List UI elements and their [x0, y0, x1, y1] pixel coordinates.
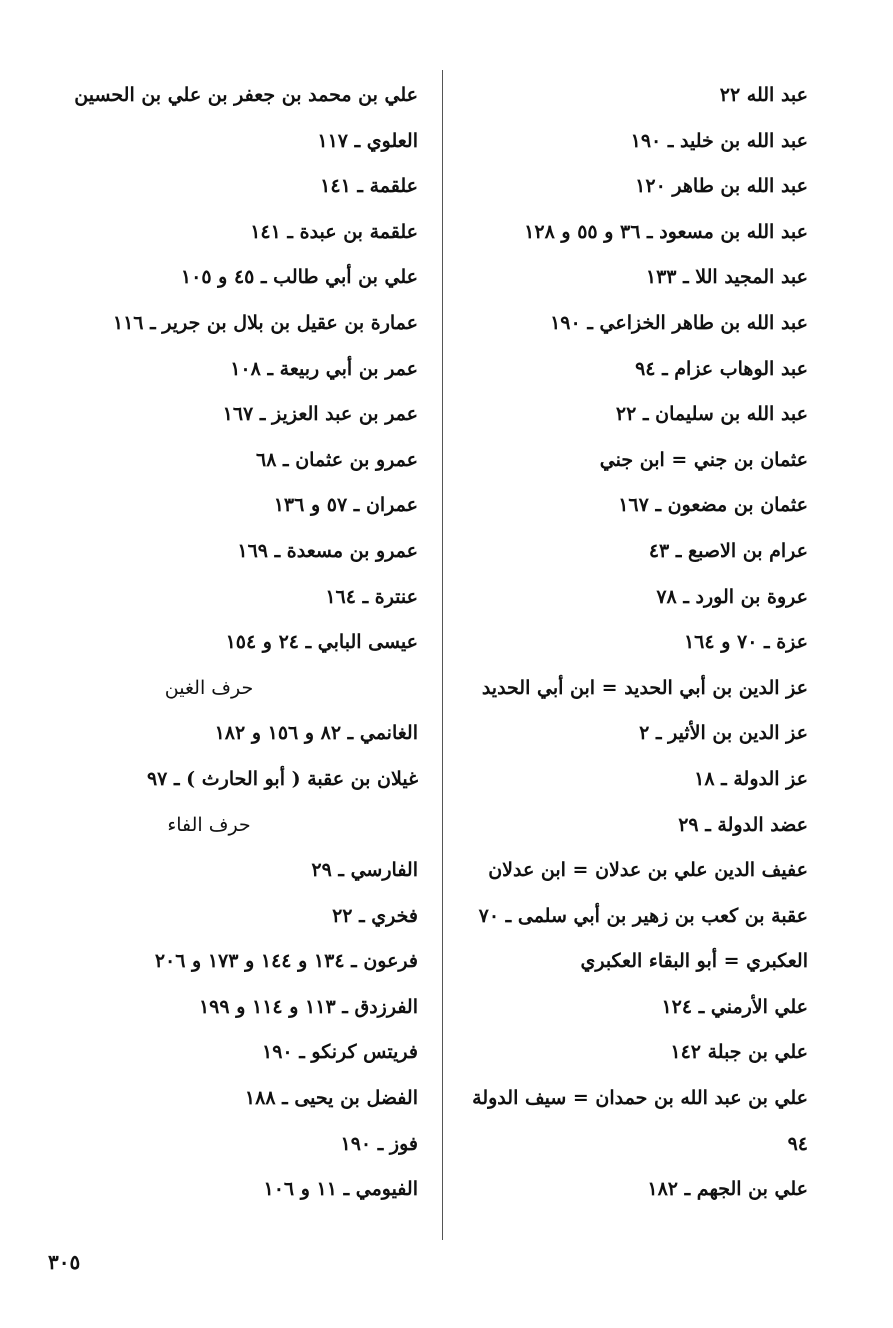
index-entry: عمران ـ ٥٧ و ١٣٦: [273, 494, 418, 517]
index-entry: علي بن أبي طالب ـ ٤٥ و ١٠٥: [180, 266, 418, 289]
section-heading-fa: حرف الفاء: [167, 813, 251, 836]
index-entry: عثمان بن جني = ابن جني: [599, 448, 808, 471]
index-entry: عثمان بن مضعون ـ ١٦٧: [618, 494, 808, 517]
index-entry: عروة بن الورد ـ ٧٨: [656, 585, 808, 608]
index-entry: عيسى البابي ـ ٢٤ و ١٥٤: [225, 631, 418, 654]
index-entry: عنترة ـ ١٦٤: [325, 585, 418, 608]
index-entry: فوز ـ ١٩٠: [340, 1132, 418, 1155]
index-entry: عمرو بن مسعدة ـ ١٦٩: [237, 539, 418, 562]
index-entry: عمر بن أبي ربيعة ـ ١٠٨: [230, 357, 418, 380]
index-entry: العكبري = أبو البقاء العكبري: [580, 950, 808, 973]
index-entry: عبد الله ٢٢: [719, 84, 808, 106]
index-entry: عبد الله بن خليد ـ ١٩٠: [630, 129, 808, 152]
index-entry: الفيومي ـ ١١ و ١٠٦: [263, 1178, 418, 1201]
index-entry: العلوي ـ ١١٧: [317, 129, 418, 152]
index-entry: غيلان بن عقبة ( أبو الحارث ) ـ ٩٧: [146, 767, 418, 790]
index-entry: عفيف الدين علي بن عدلان = ابن عدلان: [488, 859, 808, 882]
index-entry: عزة ـ ٧٠ و ١٦٤: [683, 631, 808, 654]
index-entry: علي بن عبد الله بن حمدان = سيف الدولة: [472, 1087, 808, 1110]
index-entry: عز الدين بن الأثير ـ ٢: [639, 722, 808, 745]
index-entry: علي بن جبلة ١٤٢: [670, 1041, 808, 1064]
column-divider: [442, 70, 443, 1240]
index-entry-continuation: ٩٤: [787, 1132, 808, 1155]
index-entry: عبد الله بن طاهر ١٢٠: [635, 175, 808, 198]
index-entry: علي بن محمد بن جعفر بن علي بن الحسين: [74, 84, 418, 106]
index-entry: الغانمي ـ ٨٢ و ١٥٦ و ١٨٢: [214, 722, 418, 745]
index-entry: الفرزدق ـ ١١٣ و ١١٤ و ١٩٩: [198, 995, 418, 1018]
index-entry: عقبة بن كعب بن زهير بن أبي سلمى ـ ٧٠: [478, 904, 808, 927]
index-entry: فرعون ـ ١٣٤ و ١٤٤ و ١٧٣ و ٢٠٦: [154, 950, 418, 973]
index-entry: عز الدين بن أبي الحديد = ابن أبي الحديد: [481, 676, 808, 699]
index-entry: الفارسي ـ ٢٩: [311, 859, 418, 882]
index-entry: عرام بن الاصبع ـ ٤٣: [648, 539, 808, 562]
index-entry: عمرو بن عثمان ـ ٦٨: [256, 448, 418, 471]
index-entry: عز الدولة ـ ١٨: [694, 767, 808, 790]
index-entry: عبد الوهاب عزام ـ ٩٤: [635, 357, 808, 380]
section-heading-ghain: حرف الغين: [164, 676, 254, 699]
index-entry: عبد الله بن سليمان ـ ٢٢: [615, 403, 808, 426]
index-entry: علقمة ـ ١٤١: [320, 175, 418, 198]
index-entry: عضد الدولة ـ ٢٩: [678, 813, 808, 836]
index-entry: عبد المجيد اللا ـ ١٣٣: [645, 266, 808, 289]
index-entry: فريتس كرنكو ـ ١٩٠: [262, 1041, 418, 1064]
index-entry: عمر بن عبد العزيز ـ ١٦٧: [222, 403, 418, 426]
index-entry: الفضل بن يحيى ـ ١٨٨: [244, 1087, 418, 1110]
index-entry: علي الأرمني ـ ١٢٤: [661, 995, 808, 1018]
index-entry: علي بن الجهم ـ ١٨٢: [647, 1178, 808, 1201]
index-entry: فخري ـ ٢٢: [332, 904, 418, 927]
index-entry: عبد الله بن طاهر الخزاعي ـ ١٩٠: [550, 311, 808, 334]
page-number: ٣٠٥: [48, 1250, 81, 1274]
index-entry: علقمة بن عبدة ـ ١٤١: [250, 220, 418, 243]
index-entry: عبد الله بن مسعود ـ ٣٦ و ٥٥ و ١٢٨: [524, 220, 808, 243]
index-entry: عمارة بن عقيل بن بلال بن جرير ـ ١١٦: [112, 311, 418, 334]
left-column: [40, 73, 418, 1213]
right-column: [458, 73, 808, 1213]
